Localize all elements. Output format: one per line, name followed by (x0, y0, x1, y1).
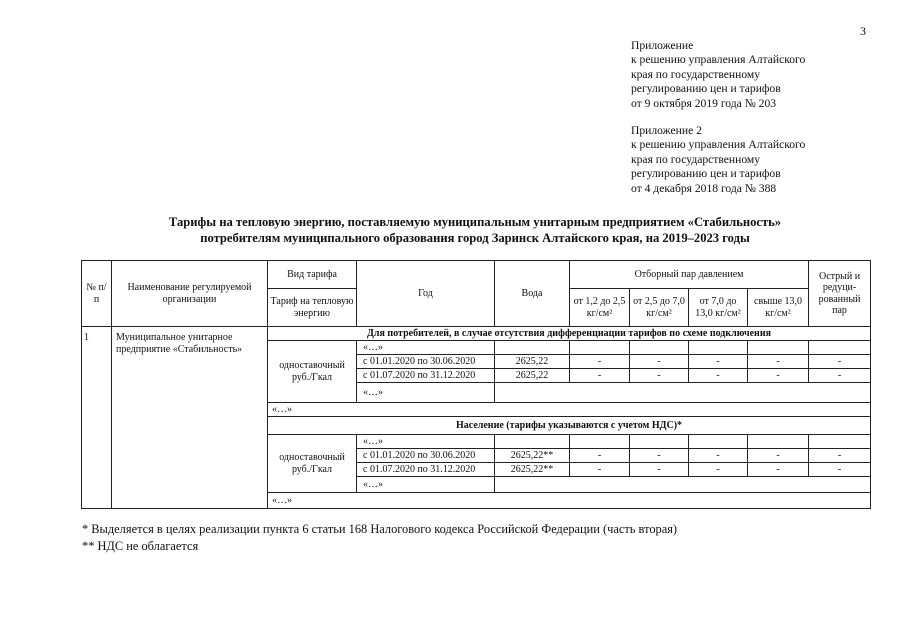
appendix-line: от 9 октября 2019 года № 203 (631, 96, 777, 110)
p4-cell: - (748, 449, 809, 463)
p1-cell: - (570, 369, 630, 383)
header-num: № п/п (82, 261, 112, 327)
section-title: Население (тарифы указываются с учетом НДС)* (268, 417, 871, 435)
title-line-2: потребителям муниципального образования город Заринск Алтайского края, на 2019–2023 годы (200, 231, 750, 245)
tariff-type-cell: одноставочный руб./Гкал (268, 435, 357, 493)
p4-cell: - (748, 463, 809, 477)
appendix-line: края по государственному (631, 152, 761, 166)
ellipsis-row: «…» (268, 403, 871, 417)
water-cell: 2625,22** (495, 449, 570, 463)
ellipsis-row: «…» (357, 341, 495, 355)
header-water: Вода (495, 261, 570, 327)
row-number: 1 (82, 327, 112, 509)
water-cell: 2625,22 (495, 355, 570, 369)
p3-cell: - (689, 463, 748, 477)
p1-cell: - (570, 463, 630, 477)
appendix-line: к решению управления Алтайского (631, 138, 806, 152)
section-title: Для потребителей, в случае отсутствия дифференциации тарифов по схеме подключения (268, 327, 871, 341)
period-cell: с 01.01.2020 по 30.06.2020 (357, 355, 495, 369)
appendix-line: Приложение (631, 39, 694, 52)
appendix-line: Приложение 2 (631, 124, 702, 137)
p2-cell: - (630, 463, 689, 477)
appendix-line: регулированию цен и тарифов (631, 82, 781, 96)
header-p2: от 2,5 до 7,0 кг/см² (630, 289, 689, 327)
document-title (80, 214, 870, 246)
sharp-cell: - (809, 369, 871, 383)
ellipsis-row: «…» (357, 383, 495, 403)
ellipsis-row: «…» (268, 493, 871, 509)
water-cell: 2625,22** (495, 463, 570, 477)
header-p4: свыше 13,0 кг/см² (748, 289, 809, 327)
header-p3: от 7,0 до 13,0 кг/см² (689, 289, 748, 327)
appendix-header-1 (631, 39, 805, 111)
p1-cell: - (570, 449, 630, 463)
footnote-2: ** НДС не облагается (82, 539, 199, 553)
p3-cell: - (689, 355, 748, 369)
appendix-line: края по государственному (631, 67, 761, 81)
org-name: Муниципальное унитарное предприятие «Стабильность» (112, 327, 268, 417)
ellipsis-row: «…» (357, 477, 495, 493)
header-steam: Отборный пар давлением (570, 261, 809, 289)
p4-cell: - (748, 369, 809, 383)
water-cell: 2625,22 (495, 369, 570, 383)
p4-cell: - (748, 355, 809, 369)
p3-cell: - (689, 449, 748, 463)
period-cell: с 01.01.2020 по 30.06.2020 (357, 449, 495, 463)
header-tariff-type: Вид тарифа (268, 261, 357, 289)
header-org: Наименование регулируемой организации (112, 261, 268, 327)
p3-cell: - (689, 369, 748, 383)
page-number: 3 (860, 24, 866, 38)
p2-cell: - (630, 369, 689, 383)
tariff-table (81, 260, 871, 509)
appendix-line: к решению управления Алтайского (631, 53, 806, 67)
appendix-line: от 4 декабря 2018 года № 388 (631, 181, 777, 195)
sharp-cell: - (809, 355, 871, 369)
sharp-cell: - (809, 449, 871, 463)
header-p1: от 1,2 до 2,5 кг/см² (570, 289, 630, 327)
p1-cell: - (570, 355, 630, 369)
footnote-1: * Выделяется в целях реализации пункта 6 статьи 168 Налогового кодекса Российской Федерации (часть вторая) (82, 522, 678, 536)
sharp-cell: - (809, 463, 871, 477)
period-cell: с 01.07.2020 по 31.12.2020 (357, 463, 495, 477)
header-sharp: Острый и редуци-рованный пар (809, 261, 871, 327)
p2-cell: - (630, 355, 689, 369)
appendix-header-2 (631, 124, 805, 196)
ellipsis-row: «…» (357, 435, 495, 449)
title-line-1: Тарифы на тепловую энергию, поставляемую муниципальным унитарным предприятием «Стабильность» (168, 215, 782, 229)
appendix-line: регулированию цен и тарифов (631, 167, 781, 181)
tariff-type-cell: одноставочный руб./Гкал (268, 341, 357, 403)
header-tariff-heat: Тариф на тепловую энергию (268, 289, 357, 327)
p2-cell: - (630, 449, 689, 463)
period-cell: с 01.07.2020 по 31.12.2020 (357, 369, 495, 383)
header-year: Год (357, 261, 495, 327)
